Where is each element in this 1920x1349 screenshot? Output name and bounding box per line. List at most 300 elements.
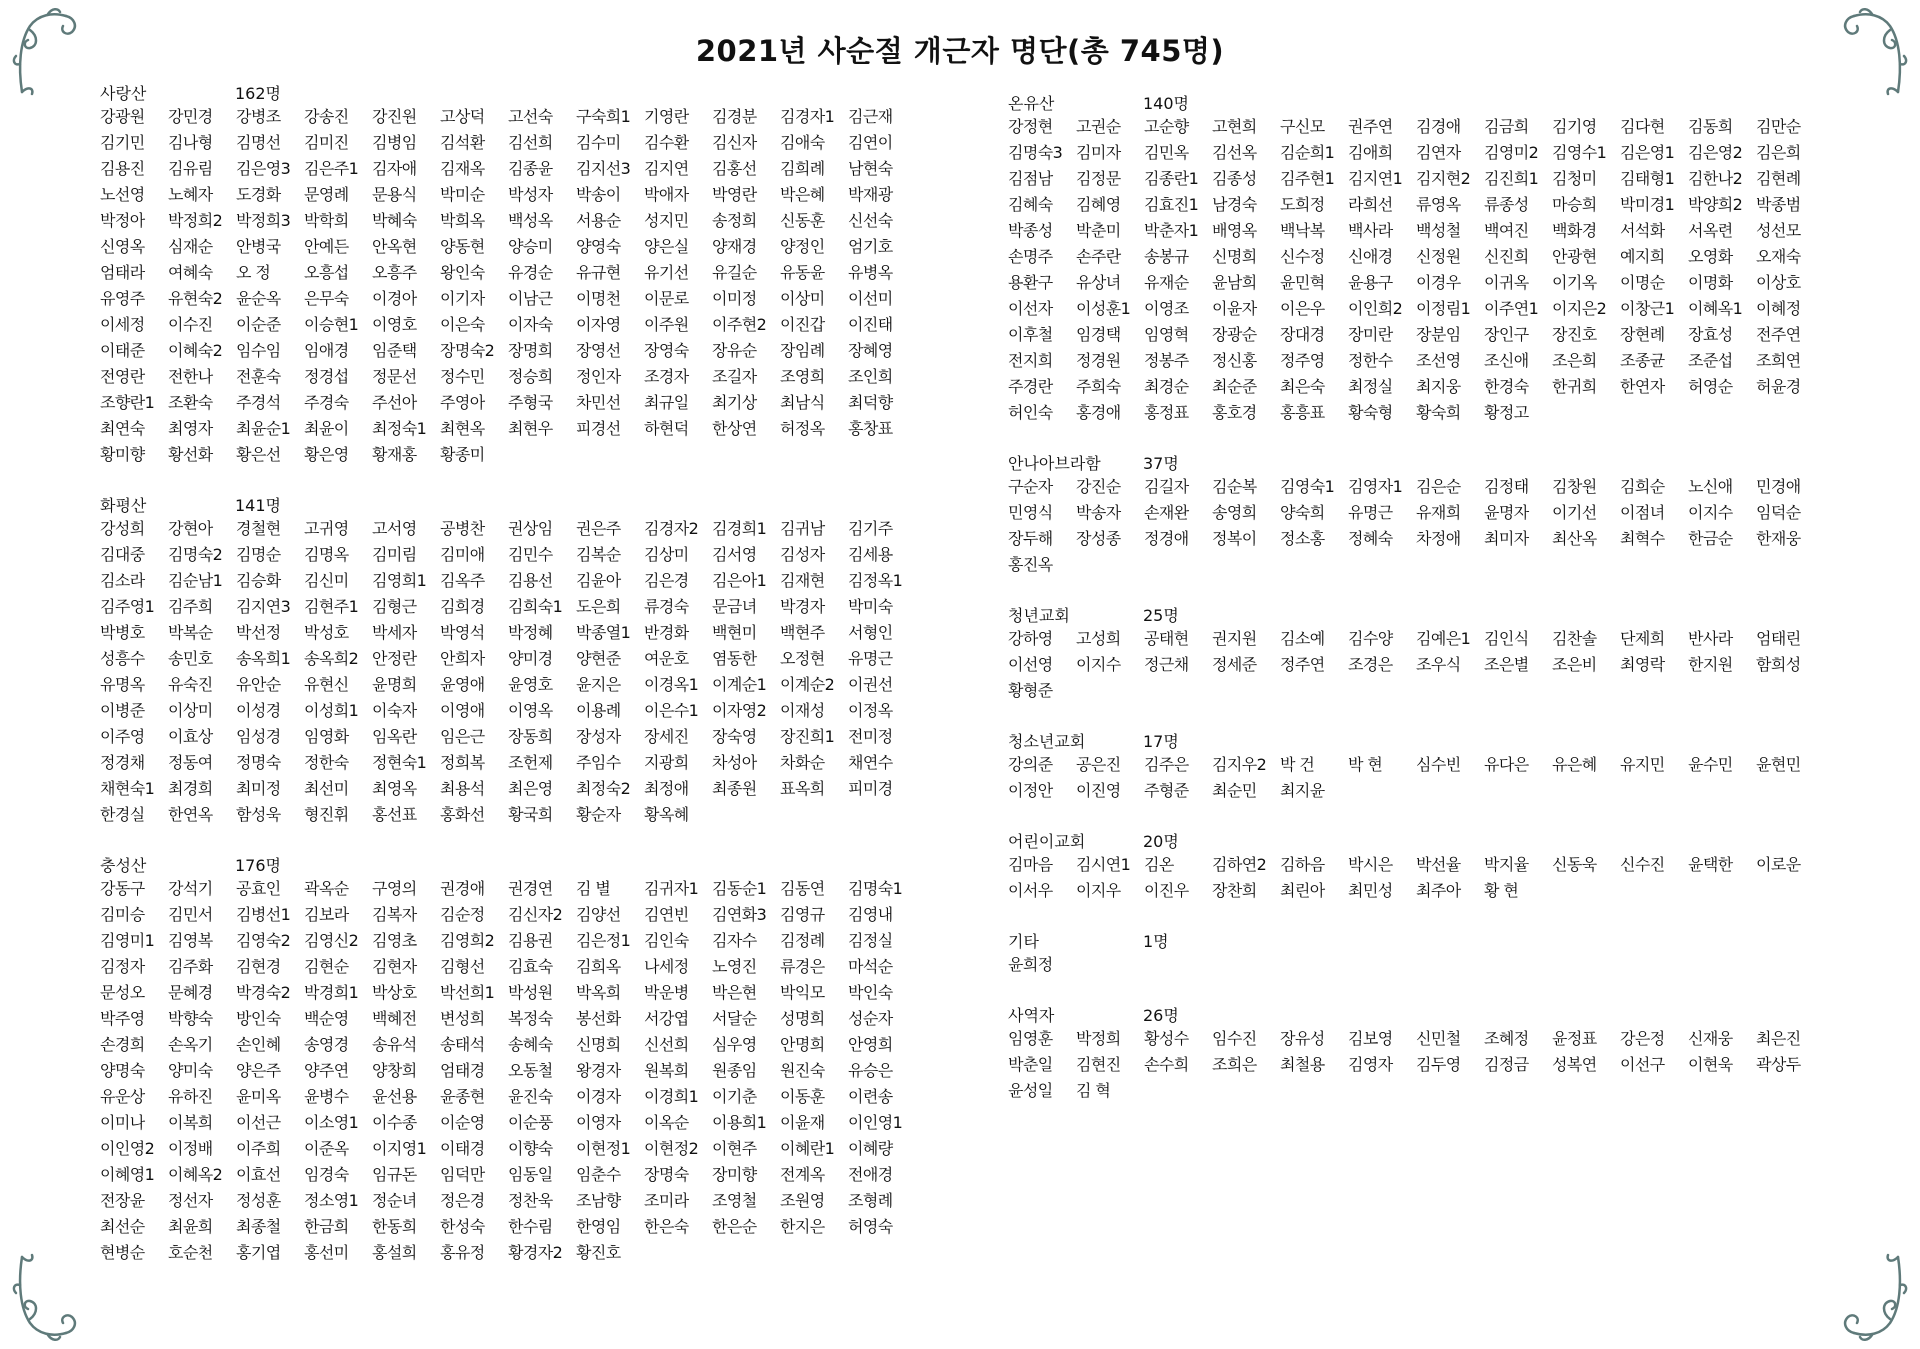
member-name: 서강엽 <box>644 1009 689 1028</box>
member-name: 조종균 <box>1620 351 1665 370</box>
member-name: 이후철 <box>1008 325 1053 344</box>
member-name: 여운호 <box>644 649 689 668</box>
member-name: 이승현1 <box>304 315 359 334</box>
member-name: 이은숙 <box>440 315 485 334</box>
member-name: 김민옥 <box>1144 143 1189 162</box>
member-name: 권주연 <box>1348 117 1393 136</box>
member-name: 홍호경 <box>1212 403 1257 422</box>
member-name: 염동한 <box>712 649 757 668</box>
member-name: 원진숙 <box>780 1061 825 1080</box>
member-name: 강동구 <box>100 879 145 898</box>
member-name: 홍경애 <box>1076 403 1121 422</box>
member-name: 조원영 <box>780 1191 825 1210</box>
member-name: 권경애 <box>440 879 485 898</box>
member-name: 유재희 <box>1416 503 1461 522</box>
member-name: 김희옥 <box>576 957 621 976</box>
member-name: 문용식 <box>372 185 417 204</box>
member-name: 전훈숙 <box>236 367 281 386</box>
member-name: 박 현 <box>1348 755 1383 774</box>
member-name: 윤명희 <box>372 675 417 694</box>
group-header <box>1008 826 1828 852</box>
member-name: 조영희 <box>780 367 825 386</box>
member-name: 채연수 <box>848 753 893 772</box>
member-name: 김인숙 <box>644 931 689 950</box>
group-count: 162명 <box>235 84 281 103</box>
member-name: 이현욱 <box>1688 1055 1733 1074</box>
member-name: 박상호 <box>372 983 417 1002</box>
member-name: 김은영1 <box>1620 143 1675 162</box>
member-name: 박정희 <box>1076 1029 1121 1048</box>
member-name: 이경우 <box>1416 273 1461 292</box>
member-name: 이영자 <box>576 1113 621 1132</box>
member-list <box>1008 952 1828 978</box>
member-name: 최영락 <box>1620 655 1665 674</box>
member-name: 이기춘 <box>712 1087 757 1106</box>
member-name: 한지은 <box>780 1217 825 1236</box>
member-name: 유길순 <box>712 263 757 282</box>
member-name: 이현정1 <box>576 1139 631 1158</box>
member-name: 조헌제 <box>508 753 553 772</box>
member-name: 곽옥순 <box>304 879 349 898</box>
member-name: 장현례 <box>1620 325 1665 344</box>
member-name: 이혜숙2 <box>168 341 223 360</box>
member-name: 김희례 <box>780 159 825 178</box>
member-name: 박송이 <box>576 185 621 204</box>
member-name: 정세준 <box>1212 655 1257 674</box>
member-name: 이기자 <box>440 289 485 308</box>
member-name: 김진희1 <box>1484 169 1539 188</box>
member-name: 이상미 <box>780 289 825 308</box>
member-name: 김종란1 <box>1144 169 1199 188</box>
member-name: 문금녀 <box>712 597 757 616</box>
member-name: 백현미 <box>712 623 757 642</box>
member-name: 이서우 <box>1008 881 1053 900</box>
member-name: 안명희 <box>780 1035 825 1054</box>
member-name: 최은영 <box>508 779 553 798</box>
member-name: 김연화3 <box>712 905 767 924</box>
member-name: 조은비 <box>1552 655 1597 674</box>
member-name: 최은숙 <box>1280 377 1325 396</box>
member-name: 이현정2 <box>644 1139 699 1158</box>
group-count: 20명 <box>1143 832 1179 851</box>
member-name: 경철현 <box>236 519 281 538</box>
member-name: 이정안 <box>1008 781 1053 800</box>
group-header <box>1008 88 1828 114</box>
member-name: 박 건 <box>1280 755 1315 774</box>
member-name: 함희성 <box>1756 655 1801 674</box>
member-name: 최은진 <box>1756 1029 1801 1048</box>
member-name: 안영희 <box>848 1035 893 1054</box>
member-name: 공병찬 <box>440 519 485 538</box>
member-name: 조은별 <box>1484 655 1529 674</box>
member-name: 장찬희 <box>1212 881 1257 900</box>
member-name: 노영진 <box>712 957 757 976</box>
member-name: 홍유정 <box>440 1243 485 1262</box>
member-name: 정주연 <box>1280 655 1325 674</box>
member-name: 김복순 <box>576 545 621 564</box>
member-group <box>1008 826 1828 904</box>
member-name: 심재순 <box>168 237 213 256</box>
member-name: 윤정표 <box>1552 1029 1597 1048</box>
member-name: 김재현 <box>780 571 825 590</box>
member-name: 채현숙1 <box>100 779 155 798</box>
member-name: 박선희1 <box>440 983 495 1002</box>
group-name: 안나아브라함 <box>1008 454 1101 473</box>
member-name: 김길자 <box>1144 477 1189 496</box>
member-name: 김형근 <box>372 597 417 616</box>
member-name: 오재숙 <box>1756 247 1801 266</box>
member-name: 송정희 <box>712 211 757 230</box>
member-name: 구신모 <box>1280 117 1325 136</box>
member-name: 현병순 <box>100 1243 145 1262</box>
member-name: 황숙희 <box>1416 403 1461 422</box>
member-name: 박은현 <box>712 983 757 1002</box>
member-name: 문혜경 <box>168 983 213 1002</box>
member-name: 이영조 <box>1144 299 1189 318</box>
member-name: 박익모 <box>780 983 825 1002</box>
member-name: 최연숙 <box>100 419 145 438</box>
member-name: 김경자2 <box>644 519 699 538</box>
member-name: 김현주1 <box>304 597 359 616</box>
member-name: 김귀자1 <box>644 879 699 898</box>
member-name: 전지희 <box>1008 351 1053 370</box>
member-name: 장대경 <box>1280 325 1325 344</box>
group-name: 화평산 <box>100 496 147 515</box>
member-name: 이주영 <box>100 727 145 746</box>
member-name: 박춘일 <box>1008 1055 1053 1074</box>
member-name: 유명근 <box>1348 503 1393 522</box>
member-name: 이은수1 <box>644 701 699 720</box>
member-name: 김한나2 <box>1688 169 1743 188</box>
member-name: 오동철 <box>508 1061 553 1080</box>
member-name: 황경자2 <box>508 1243 563 1262</box>
member-name: 박인숙 <box>848 983 893 1002</box>
member-name: 이귀옥 <box>1484 273 1529 292</box>
member-name: 주경석 <box>236 393 281 412</box>
member-name: 유동윤 <box>780 263 825 282</box>
member-name: 허윤경 <box>1756 377 1801 396</box>
member-name: 정문선 <box>372 367 417 386</box>
member-name: 박운병 <box>644 983 689 1002</box>
member-name: 김용진 <box>100 159 145 178</box>
member-name: 한수림 <box>508 1217 553 1236</box>
member-name: 이혜영1 <box>100 1165 155 1184</box>
member-name: 이정옥 <box>848 701 893 720</box>
member-name: 백여진 <box>1484 221 1529 240</box>
member-name: 김경분 <box>712 107 757 126</box>
member-name: 송민호 <box>168 649 213 668</box>
member-name: 장진희1 <box>780 727 835 746</box>
member-name: 김희순 <box>1620 477 1665 496</box>
member-name: 장동희 <box>508 727 553 746</box>
member-name: 김윤아 <box>576 571 621 590</box>
member-name: 양은실 <box>644 237 689 256</box>
member-name: 공효인 <box>236 879 281 898</box>
member-name: 정혜숙 <box>1348 529 1393 548</box>
member-name: 이성훈1 <box>1076 299 1131 318</box>
member-name: 조준섭 <box>1688 351 1733 370</box>
member-name: 황은선 <box>236 445 281 464</box>
member-name: 단제희 <box>1620 629 1665 648</box>
member-name: 이명화 <box>1688 273 1733 292</box>
member-name: 피미경 <box>848 779 893 798</box>
member-name: 류종성 <box>1484 195 1529 214</box>
member-name: 성순자 <box>848 1009 893 1028</box>
member-name: 김희경 <box>440 597 485 616</box>
member-name: 전한나 <box>168 367 213 386</box>
member-name: 김효숙 <box>508 957 553 976</box>
member-name: 박종성 <box>1008 221 1053 240</box>
member-name: 이수진 <box>168 315 213 334</box>
group-name: 청소년교회 <box>1008 732 1086 751</box>
member-name: 김현진 <box>1076 1055 1121 1074</box>
member-name: 안희자 <box>440 649 485 668</box>
member-name: 차화순 <box>780 753 825 772</box>
member-name: 조혜정 <box>1484 1029 1529 1048</box>
member-name: 박재광 <box>848 185 893 204</box>
member-name: 도은희 <box>576 597 621 616</box>
member-name: 송유석 <box>372 1035 417 1054</box>
member-name: 원복희 <box>644 1061 689 1080</box>
member-name: 손경희 <box>100 1035 145 1054</box>
member-name: 신명희 <box>1212 247 1257 266</box>
member-name: 김재옥 <box>440 159 485 178</box>
member-name: 임애경 <box>304 341 349 360</box>
member-name: 송영경 <box>304 1035 349 1054</box>
member-name: 이혜옥1 <box>1688 299 1743 318</box>
member-name: 강하영 <box>1008 629 1053 648</box>
member-name: 이용희1 <box>712 1113 767 1132</box>
member-name: 한연옥 <box>168 805 213 824</box>
member-name: 김소예 <box>1280 629 1325 648</box>
member-name: 신영옥 <box>100 237 145 256</box>
member-name: 최윤희 <box>168 1217 213 1236</box>
member-name: 김영미1 <box>100 931 155 950</box>
member-name: 김하음 <box>1280 855 1325 874</box>
member-name: 김복자 <box>372 905 417 924</box>
member-name: 김은영2 <box>1688 143 1743 162</box>
member-name: 김영숙1 <box>1280 477 1335 496</box>
member-name: 백현주 <box>780 623 825 642</box>
member-name: 조인희 <box>848 367 893 386</box>
member-name: 김순남1 <box>168 571 223 590</box>
member-name: 박종열1 <box>576 623 631 642</box>
member-name: 김영수1 <box>1552 143 1607 162</box>
member-name: 임옥란 <box>372 727 417 746</box>
member-name: 최영옥 <box>372 779 417 798</box>
member-name: 유현숙2 <box>168 289 223 308</box>
member-name: 장인구 <box>1484 325 1529 344</box>
member-name: 김정문 <box>1076 169 1121 188</box>
member-name: 조영철 <box>712 1191 757 1210</box>
member-name: 임경숙 <box>304 1165 349 1184</box>
member-name: 원종임 <box>712 1061 757 1080</box>
member-name: 정한숙 <box>304 753 349 772</box>
member-name: 김명숙2 <box>168 545 223 564</box>
member-name: 박정희3 <box>236 211 291 230</box>
member-name: 이향숙 <box>508 1139 553 1158</box>
member-name: 이미정 <box>712 289 757 308</box>
member-name: 홍정표 <box>1144 403 1189 422</box>
member-name: 김인식 <box>1484 629 1529 648</box>
member-name: 고선숙 <box>508 107 553 126</box>
member-name: 박향숙 <box>168 1009 213 1028</box>
member-name: 김형선 <box>440 957 485 976</box>
member-name: 김예은1 <box>1416 629 1471 648</box>
member-name: 민영식 <box>1008 503 1053 522</box>
member-name: 김미림 <box>372 545 417 564</box>
member-name: 이지수 <box>1688 503 1733 522</box>
member-name: 방인숙 <box>236 1009 281 1028</box>
member-name: 김연이 <box>848 133 893 152</box>
member-name: 신정원 <box>1416 247 1461 266</box>
member-name: 유하진 <box>168 1087 213 1106</box>
member-name: 정소홍 <box>1280 529 1325 548</box>
member-name: 복정숙 <box>508 1009 553 1028</box>
member-name: 유병옥 <box>848 263 893 282</box>
member-name: 피경선 <box>576 419 621 438</box>
member-name: 임동일 <box>508 1165 553 1184</box>
member-name: 장임례 <box>780 341 825 360</box>
member-name: 김미자 <box>1076 143 1121 162</box>
member-name: 조길자 <box>712 367 757 386</box>
member-group <box>100 78 920 468</box>
member-name: 이세정 <box>100 315 145 334</box>
member-name: 최산옥 <box>1552 529 1597 548</box>
member-name: 김영숙2 <box>236 931 291 950</box>
member-name: 김현순 <box>304 957 349 976</box>
member-name: 김찬솔 <box>1552 629 1597 648</box>
group-count: 25명 <box>1143 606 1179 625</box>
member-name: 최지윤 <box>1280 781 1325 800</box>
member-name: 홍화선 <box>440 805 485 824</box>
member-name: 이진태 <box>848 315 893 334</box>
member-name: 마석순 <box>848 957 893 976</box>
member-name: 권지원 <box>1212 629 1257 648</box>
member-name: 박지율 <box>1484 855 1529 874</box>
member-name: 황국희 <box>508 805 553 824</box>
member-name: 박정혜 <box>508 623 553 642</box>
member-name: 홍선표 <box>372 805 417 824</box>
member-name: 주임수 <box>576 753 621 772</box>
member-name: 류영옥 <box>1416 195 1461 214</box>
member-name: 김은아1 <box>712 571 767 590</box>
member-name: 양미숙 <box>168 1061 213 1080</box>
member-name: 백사라 <box>1348 221 1393 240</box>
member-name: 차정애 <box>1416 529 1461 548</box>
member-name: 주형국 <box>508 393 553 412</box>
member-name: 김미진 <box>304 133 349 152</box>
member-name: 김영자 <box>1348 1055 1393 1074</box>
member-name: 김경애 <box>1416 117 1461 136</box>
member-name: 이현주 <box>712 1139 757 1158</box>
member-name: 김애숙 <box>780 133 825 152</box>
member-name: 유경순 <box>508 263 553 282</box>
member-name: 이소영1 <box>304 1113 359 1132</box>
member-name: 차민선 <box>576 393 621 412</box>
member-name: 조희연 <box>1756 351 1801 370</box>
member-name: 한성숙 <box>440 1217 485 1236</box>
member-name: 김신미 <box>304 571 349 590</box>
member-name: 권상임 <box>508 519 553 538</box>
member-name: 김종윤 <box>508 159 553 178</box>
member-name: 김정례 <box>780 931 825 950</box>
member-name: 윤택한 <box>1688 855 1733 874</box>
member-name: 백성철 <box>1416 221 1461 240</box>
member-name: 황성수 <box>1144 1029 1189 1048</box>
member-list <box>100 104 920 468</box>
member-name: 장명숙2 <box>440 341 495 360</box>
member-name: 이혜란1 <box>780 1139 835 1158</box>
member-name: 엄태경 <box>440 1061 485 1080</box>
member-name: 김보영 <box>1348 1029 1393 1048</box>
member-name: 정주영 <box>1280 351 1325 370</box>
member-name: 양명숙 <box>100 1061 145 1080</box>
member-name: 송옥희2 <box>304 649 359 668</box>
member-name: 유안순 <box>236 675 281 694</box>
member-name: 이기선 <box>1552 503 1597 522</box>
member-name: 박복순 <box>168 623 213 642</box>
member-name: 라희선 <box>1348 195 1393 214</box>
member-name: 조우식 <box>1416 655 1461 674</box>
member-name: 백순영 <box>304 1009 349 1028</box>
member-name: 김대중 <box>100 545 145 564</box>
group-count: 141명 <box>235 496 281 515</box>
member-name: 고현희 <box>1212 117 1257 136</box>
member-name: 엄기호 <box>848 237 893 256</box>
member-name: 김상미 <box>644 545 689 564</box>
corner-flourish-icon <box>1822 1253 1912 1343</box>
member-name: 조경자 <box>644 367 689 386</box>
member-name: 이동훈 <box>780 1087 825 1106</box>
member-name: 최경희 <box>168 779 213 798</box>
member-name: 김은순 <box>1416 477 1461 496</box>
member-name: 신수진 <box>1620 855 1665 874</box>
member-list <box>1008 852 1828 904</box>
member-name: 김 혁 <box>1076 1081 1111 1100</box>
member-name: 정승희 <box>508 367 553 386</box>
member-name: 김선옥 <box>1212 143 1257 162</box>
member-name: 양주연 <box>304 1061 349 1080</box>
member-name: 박옥희 <box>576 983 621 1002</box>
member-name: 임춘수 <box>576 1165 621 1184</box>
member-name: 김시연1 <box>1076 855 1131 874</box>
member-name: 박세자 <box>372 623 417 642</box>
member-name: 서용순 <box>576 211 621 230</box>
corner-flourish-icon <box>8 1253 98 1343</box>
member-name: 주희숙 <box>1076 377 1121 396</box>
member-name: 이재성 <box>780 701 825 720</box>
member-name: 이선미 <box>848 289 893 308</box>
member-name: 이수종 <box>372 1113 417 1132</box>
member-name: 박미경1 <box>1620 195 1675 214</box>
member-name: 김민수 <box>508 545 553 564</box>
member-name: 윤선용 <box>372 1087 417 1106</box>
member-name: 강정현 <box>1008 117 1053 136</box>
member-name: 조은희 <box>1552 351 1597 370</box>
member-name: 양창희 <box>372 1061 417 1080</box>
member-name: 이순풍 <box>508 1113 553 1132</box>
member-name: 황은영 <box>304 445 349 464</box>
member-name: 박성자 <box>508 185 553 204</box>
member-name: 유현신 <box>304 675 349 694</box>
member-name: 유재순 <box>1144 273 1189 292</box>
member-name: 윤지은 <box>576 675 621 694</box>
member-name: 정경섭 <box>304 367 349 386</box>
member-name: 김홍선 <box>712 159 757 178</box>
member-name: 박학희 <box>304 211 349 230</box>
member-name: 강성희 <box>100 519 145 538</box>
